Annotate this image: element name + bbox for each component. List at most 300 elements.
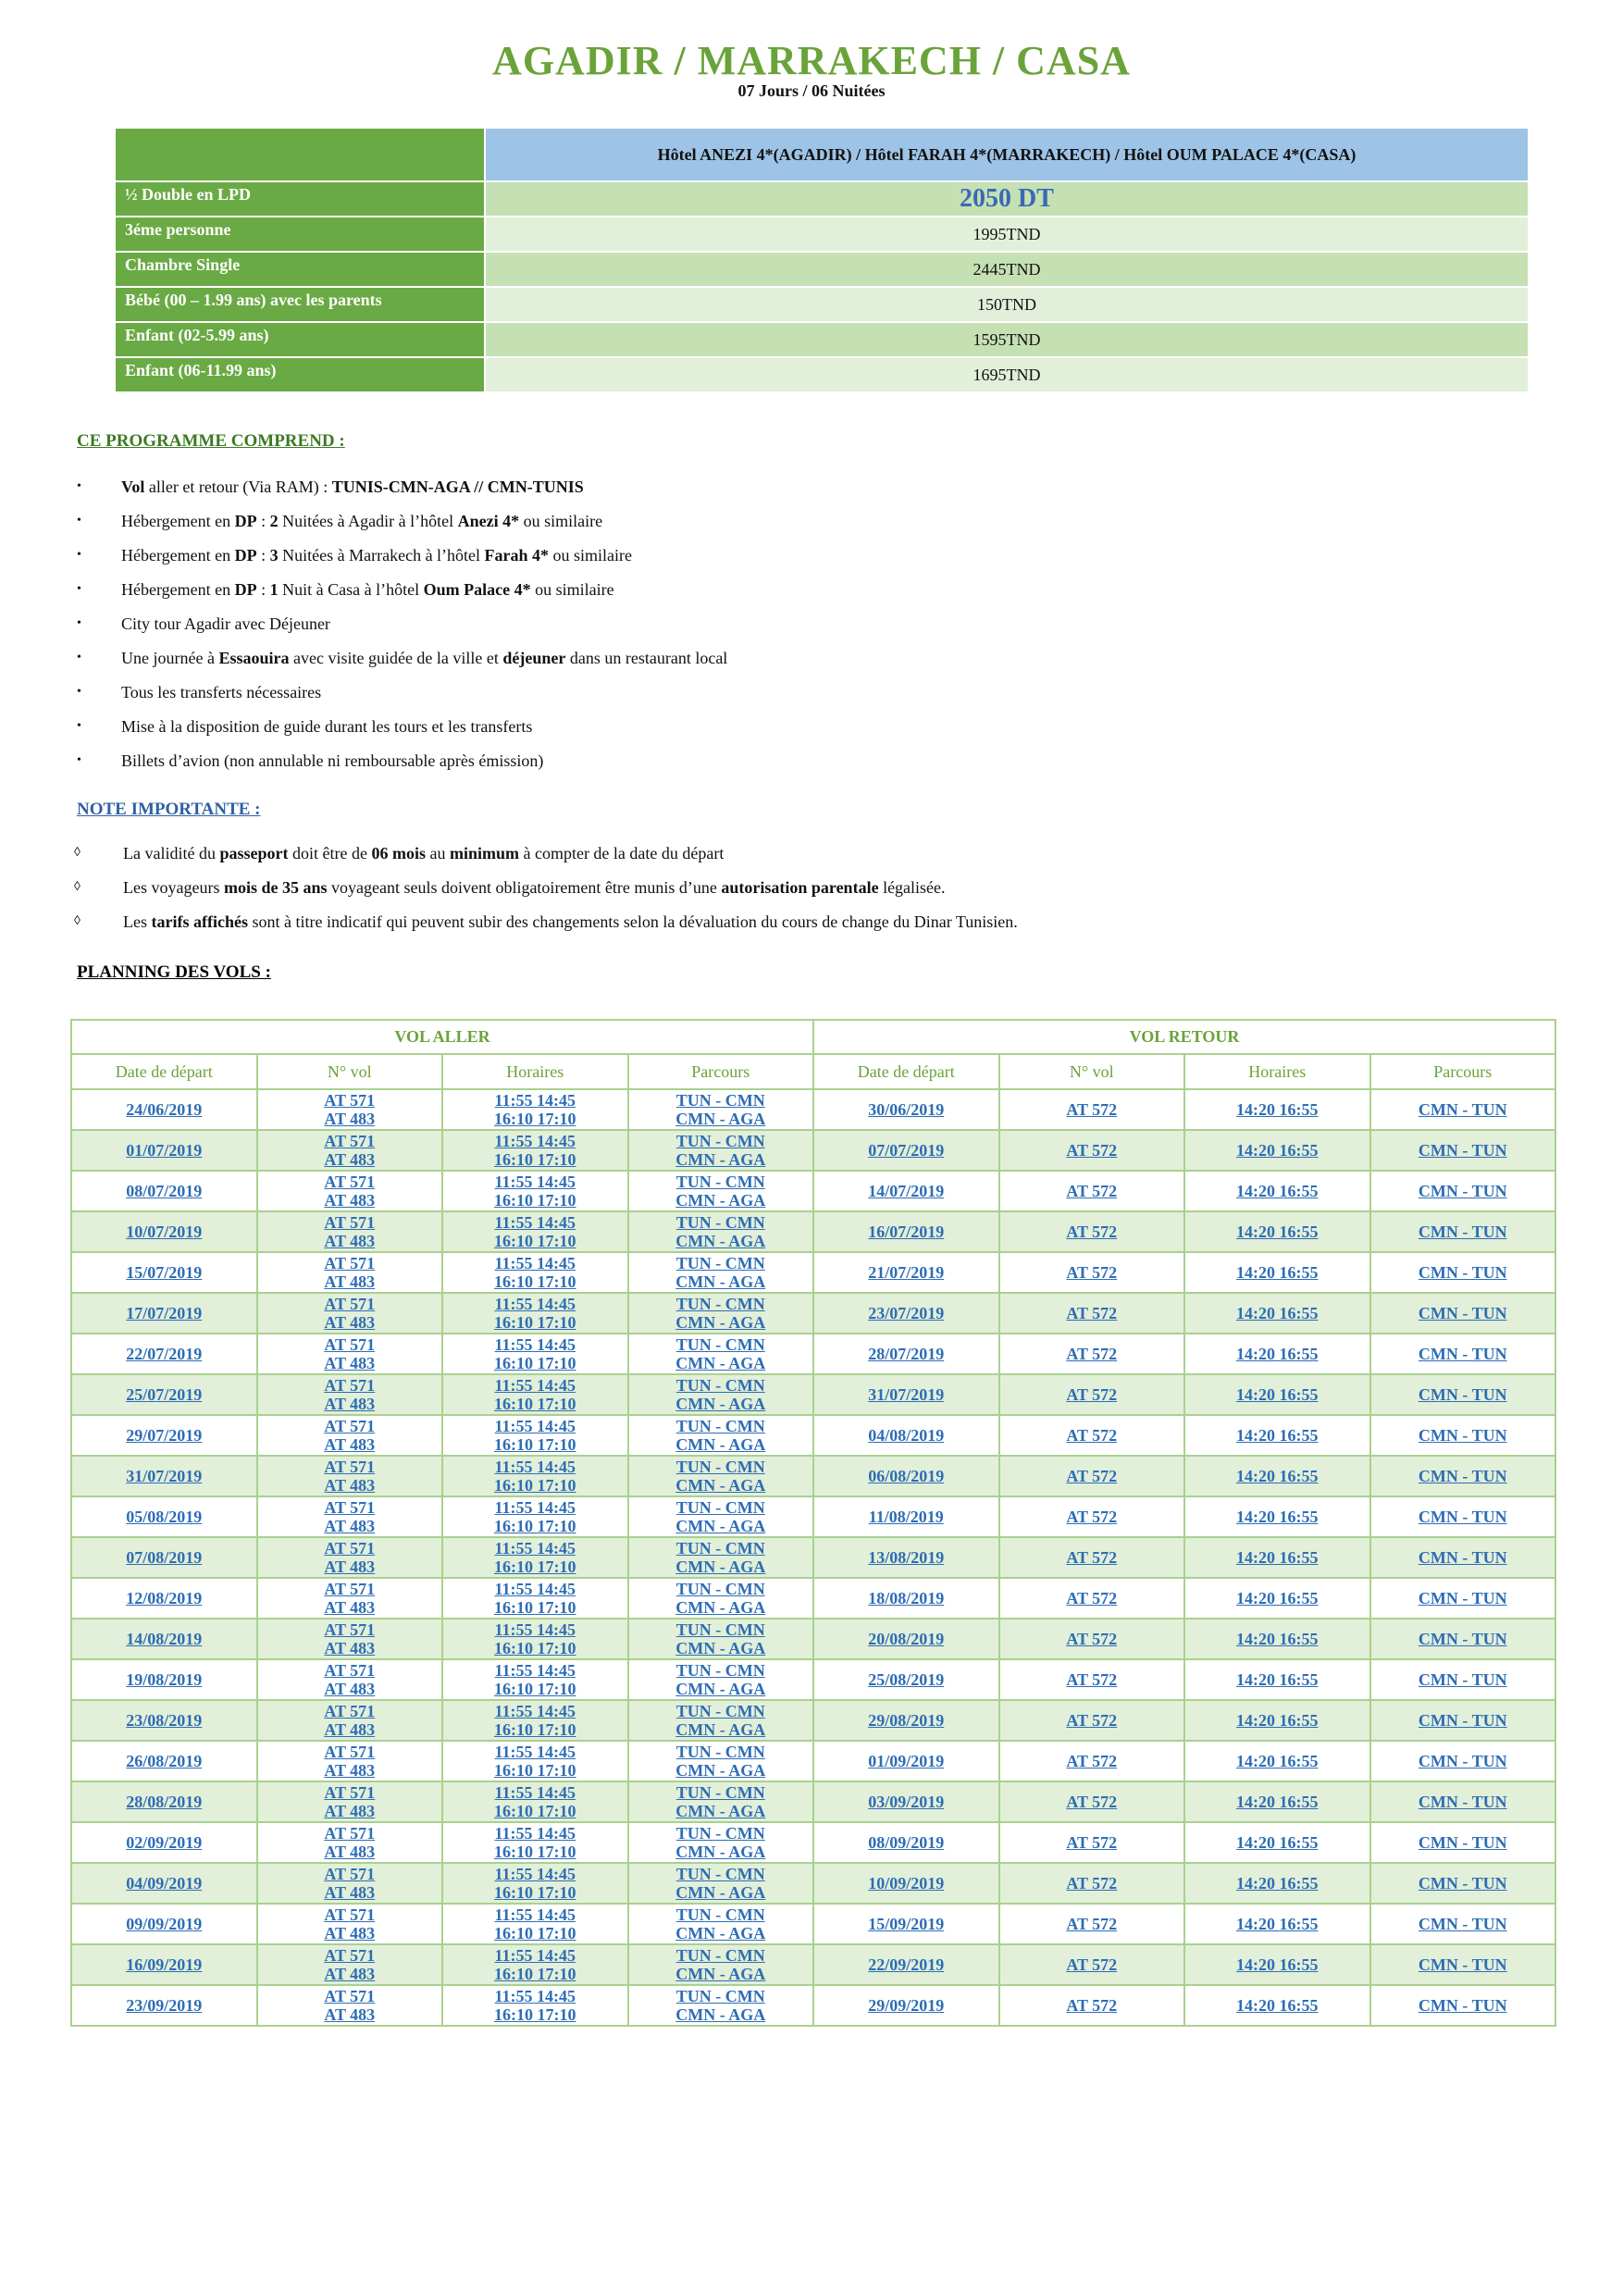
retour-flight-link[interactable]: AT 572 xyxy=(1066,1915,1118,1933)
retour-times-cell xyxy=(1184,1619,1370,1659)
retour-times-link[interactable]: 14:20 16:55 xyxy=(1236,1263,1319,1282)
retour-route-link[interactable]: CMN - TUN xyxy=(1418,1385,1507,1404)
retour-times-cell xyxy=(1184,1537,1370,1578)
aller-times-link[interactable]: 16:10 17:10 xyxy=(494,1965,576,1983)
aller-route-link[interactable]: CMN - AGA xyxy=(675,2005,766,2024)
aller-flight-link[interactable]: AT 483 xyxy=(324,1720,376,1739)
retour-route-cell xyxy=(1370,1171,1556,1211)
aller-route-link[interactable]: CMN - AGA xyxy=(675,1558,766,1576)
aller-route-link[interactable]: CMN - AGA xyxy=(675,1517,766,1535)
retour-times-link[interactable]: 14:20 16:55 xyxy=(1236,1345,1319,1363)
aller-times-link[interactable]: 11:55 14:45 xyxy=(494,1946,576,1965)
aller-route-link[interactable]: TUN - CMN xyxy=(675,1132,765,1150)
aller-date-link[interactable]: 23/08/2019 xyxy=(126,1711,203,1730)
aller-route-link[interactable]: TUN - CMN xyxy=(675,1376,765,1395)
aller-date-link[interactable]: 26/08/2019 xyxy=(126,1752,203,1770)
aller-flight-link[interactable]: AT 571 xyxy=(324,1539,376,1558)
retour-date-link[interactable]: 10/09/2019 xyxy=(868,1874,945,1893)
aller-times-link[interactable]: 16:10 17:10 xyxy=(494,1924,576,1942)
aller-route-link[interactable]: CMN - AGA xyxy=(675,1110,766,1128)
retour-times-link[interactable]: 14:20 16:55 xyxy=(1236,1630,1319,1648)
flight-row xyxy=(71,1374,1555,1415)
aller-date-link[interactable]: 10/07/2019 xyxy=(126,1222,203,1241)
aller-date-link[interactable]: 28/08/2019 xyxy=(126,1793,203,1811)
aller-flight-link[interactable]: AT 571 xyxy=(324,1458,376,1476)
aller-flight-link[interactable]: AT 571 xyxy=(324,1946,376,1965)
aller-route-link[interactable]: TUN - CMN xyxy=(675,1702,765,1720)
aller-times-link[interactable]: 11:55 14:45 xyxy=(494,1905,576,1924)
aller-route-link[interactable]: TUN - CMN xyxy=(675,1091,765,1110)
aller-flight-link[interactable]: AT 483 xyxy=(324,1272,376,1291)
aller-route-link[interactable]: CMN - AGA xyxy=(675,1395,766,1413)
aller-times-link[interactable]: 16:10 17:10 xyxy=(494,1150,576,1169)
retour-flight-link[interactable]: AT 572 xyxy=(1066,1630,1118,1648)
retour-route-link[interactable]: CMN - TUN xyxy=(1418,1426,1507,1445)
retour-route-cell xyxy=(1370,1863,1556,1904)
retour-route-link[interactable]: CMN - TUN xyxy=(1418,1263,1507,1282)
retour-flight-link[interactable]: AT 572 xyxy=(1066,1670,1118,1689)
aller-flight-link[interactable]: AT 483 xyxy=(324,1395,376,1413)
aller-date-link[interactable]: 07/08/2019 xyxy=(126,1548,203,1567)
aller-date-link[interactable]: 23/09/2019 xyxy=(126,1996,203,2015)
retour-date-link[interactable]: 08/09/2019 xyxy=(868,1833,945,1852)
retour-times-link[interactable]: 14:20 16:55 xyxy=(1236,1589,1319,1607)
aller-route-link[interactable]: TUN - CMN xyxy=(675,1905,765,1924)
aller-route-link[interactable]: TUN - CMN xyxy=(675,1620,765,1639)
retour-route-link[interactable]: CMN - TUN xyxy=(1418,1467,1507,1485)
aller-date-link[interactable]: 08/07/2019 xyxy=(126,1182,203,1200)
retour-flight-cell xyxy=(999,1171,1185,1211)
aller-route-link[interactable]: CMN - AGA xyxy=(675,1232,766,1250)
bullet-icon: • xyxy=(77,651,81,664)
bold-text: DP xyxy=(234,512,257,530)
aller-route-link[interactable]: TUN - CMN xyxy=(675,1539,765,1558)
retour-flight-cell xyxy=(999,1334,1185,1374)
retour-date-link[interactable]: 11/08/2019 xyxy=(868,1508,944,1526)
retour-flight-link[interactable]: AT 572 xyxy=(1066,1508,1118,1526)
aller-flight-link[interactable]: AT 483 xyxy=(324,1517,376,1535)
aller-times-link[interactable]: 16:10 17:10 xyxy=(494,1232,576,1250)
retour-route-link[interactable]: CMN - TUN xyxy=(1418,1141,1507,1160)
retour-route-link[interactable]: CMN - TUN xyxy=(1418,1711,1507,1730)
aller-times-link[interactable]: 16:10 17:10 xyxy=(494,1883,576,1902)
aller-flight-link[interactable]: AT 571 xyxy=(324,1254,376,1272)
retour-times-cell xyxy=(1184,1293,1370,1334)
bold-text: 3 xyxy=(269,546,279,565)
aller-route-link[interactable]: CMN - AGA xyxy=(675,1965,766,1983)
retour-date-cell xyxy=(813,1619,999,1659)
aller-flight-cell xyxy=(257,1252,443,1293)
aller-date-cell xyxy=(71,1374,257,1415)
retour-times-link[interactable]: 14:20 16:55 xyxy=(1236,1141,1319,1160)
retour-date-link[interactable]: 21/07/2019 xyxy=(868,1263,945,1282)
aller-times-link[interactable]: 11:55 14:45 xyxy=(494,1132,576,1150)
aller-times-link[interactable]: 11:55 14:45 xyxy=(494,1661,576,1680)
aller-times-link[interactable]: 11:55 14:45 xyxy=(494,1702,576,1720)
retour-date-link[interactable]: 31/07/2019 xyxy=(868,1385,945,1404)
retour-flight-link[interactable]: AT 572 xyxy=(1066,1182,1118,1200)
retour-times-link[interactable]: 14:20 16:55 xyxy=(1236,1874,1319,1893)
retour-times-link[interactable]: 14:20 16:55 xyxy=(1236,1385,1319,1404)
retour-date-link[interactable]: 06/08/2019 xyxy=(868,1467,945,1485)
aller-times-link[interactable]: 16:10 17:10 xyxy=(494,1598,576,1617)
retour-route-link[interactable]: CMN - TUN xyxy=(1418,1874,1507,1893)
aller-times-link[interactable]: 16:10 17:10 xyxy=(494,1395,576,1413)
aller-times-link[interactable]: 11:55 14:45 xyxy=(494,1580,576,1598)
aller-times-link[interactable]: 16:10 17:10 xyxy=(494,1558,576,1576)
aller-times-link[interactable]: 16:10 17:10 xyxy=(494,1110,576,1128)
aller-flight-link[interactable]: AT 483 xyxy=(324,1965,376,1983)
retour-route-link[interactable]: CMN - TUN xyxy=(1418,1182,1507,1200)
aller-route-link[interactable]: TUN - CMN xyxy=(675,1173,765,1191)
aller-flight-link[interactable]: AT 483 xyxy=(324,1924,376,1942)
retour-route-link[interactable]: CMN - TUN xyxy=(1418,1670,1507,1689)
retour-times-link[interactable]: 14:20 16:55 xyxy=(1236,1711,1319,1730)
aller-times-link[interactable]: 16:10 17:10 xyxy=(494,1843,576,1861)
aller-times-link[interactable]: 16:10 17:10 xyxy=(494,1354,576,1372)
retour-route-link[interactable]: CMN - TUN xyxy=(1418,1630,1507,1648)
aller-route-link[interactable]: CMN - AGA xyxy=(675,1802,766,1820)
retour-route-link[interactable]: CMN - TUN xyxy=(1418,1304,1507,1322)
retour-date-link[interactable]: 14/07/2019 xyxy=(868,1182,945,1200)
aller-route-link[interactable]: CMN - AGA xyxy=(675,1883,766,1902)
aller-times-link[interactable]: 16:10 17:10 xyxy=(494,1517,576,1535)
aller-route-link[interactable]: TUN - CMN xyxy=(675,1335,765,1354)
aller-route-link[interactable]: CMN - AGA xyxy=(675,1313,766,1332)
retour-flight-link[interactable]: AT 572 xyxy=(1066,1263,1118,1282)
retour-date-link[interactable]: 28/07/2019 xyxy=(868,1345,945,1363)
aller-flight-link[interactable]: AT 483 xyxy=(324,1761,376,1780)
retour-date-link[interactable]: 29/09/2019 xyxy=(868,1996,945,2015)
aller-flight-link[interactable]: AT 571 xyxy=(324,1376,376,1395)
aller-flight-link[interactable]: AT 571 xyxy=(324,1661,376,1680)
aller-flight-link[interactable]: AT 483 xyxy=(324,1802,376,1820)
retour-flight-link[interactable]: AT 572 xyxy=(1066,1752,1118,1770)
aller-date-link[interactable]: 09/09/2019 xyxy=(126,1915,203,1933)
retour-route-link[interactable]: CMN - TUN xyxy=(1418,1915,1507,1933)
retour-times-cell xyxy=(1184,1578,1370,1619)
retour-flight-link[interactable]: AT 572 xyxy=(1066,1996,1118,2015)
aller-route-link[interactable]: TUN - CMN xyxy=(675,1213,765,1232)
aller-date-link[interactable]: 25/07/2019 xyxy=(126,1385,203,1404)
aller-times-link[interactable]: 11:55 14:45 xyxy=(494,1458,576,1476)
aller-route-link[interactable]: CMN - AGA xyxy=(675,1680,766,1698)
aller-flight-link[interactable]: AT 571 xyxy=(324,1865,376,1883)
retour-times-link[interactable]: 14:20 16:55 xyxy=(1236,1100,1319,1119)
aller-route-link[interactable]: TUN - CMN xyxy=(675,1743,765,1761)
aller-flight-link[interactable]: AT 483 xyxy=(324,1313,376,1332)
aller-times-link[interactable]: 11:55 14:45 xyxy=(494,1295,576,1313)
retour-date-link[interactable]: 18/08/2019 xyxy=(868,1589,945,1607)
retour-route-link[interactable]: CMN - TUN xyxy=(1418,1752,1507,1770)
aller-date-link[interactable]: 16/09/2019 xyxy=(126,1955,203,1974)
retour-date-link[interactable]: 13/08/2019 xyxy=(868,1548,945,1567)
retour-date-link[interactable]: 23/07/2019 xyxy=(868,1304,945,1322)
aller-times-link[interactable]: 16:10 17:10 xyxy=(494,1802,576,1820)
aller-times-cell xyxy=(442,1863,628,1904)
retour-date-link[interactable]: 07/07/2019 xyxy=(868,1141,945,1160)
aller-times-link[interactable]: 11:55 14:45 xyxy=(494,1173,576,1191)
retour-flight-link[interactable]: AT 572 xyxy=(1066,1304,1118,1322)
aller-flight-link[interactable]: AT 483 xyxy=(324,1476,376,1495)
retour-times-link[interactable]: 14:20 16:55 xyxy=(1236,1304,1319,1322)
aller-date-link[interactable]: 02/09/2019 xyxy=(126,1833,203,1852)
aller-times-link[interactable]: 16:10 17:10 xyxy=(494,1720,576,1739)
aller-times-link[interactable]: 11:55 14:45 xyxy=(494,1335,576,1354)
aller-flight-link[interactable]: AT 571 xyxy=(324,1295,376,1313)
retour-flight-cell xyxy=(999,1578,1185,1619)
retour-times-link[interactable]: 14:20 16:55 xyxy=(1236,1426,1319,1445)
aller-times-link[interactable]: 11:55 14:45 xyxy=(494,1824,576,1843)
aller-route-link[interactable]: TUN - CMN xyxy=(675,1824,765,1843)
aller-route-link[interactable]: TUN - CMN xyxy=(675,1498,765,1517)
aller-times-link[interactable]: 11:55 14:45 xyxy=(494,1865,576,1883)
retour-times-link[interactable]: 14:20 16:55 xyxy=(1236,1222,1319,1241)
text: : xyxy=(256,580,270,599)
retour-date-link[interactable]: 16/07/2019 xyxy=(868,1222,945,1241)
aller-route-link[interactable]: TUN - CMN xyxy=(675,1254,765,1272)
retour-route-cell xyxy=(1370,1252,1556,1293)
aller-flight-link[interactable]: AT 483 xyxy=(324,2005,376,2024)
flight-row xyxy=(71,1334,1555,1374)
aller-times-link[interactable]: 16:10 17:10 xyxy=(494,1435,576,1454)
aller-times-link[interactable]: 16:10 17:10 xyxy=(494,1639,576,1657)
aller-flight-link[interactable]: AT 483 xyxy=(324,1639,376,1657)
aller-route-link[interactable]: CMN - AGA xyxy=(675,1720,766,1739)
retour-date-link[interactable]: 15/09/2019 xyxy=(868,1915,945,1933)
retour-flight-link[interactable]: AT 572 xyxy=(1066,1467,1118,1485)
retour-route-cell xyxy=(1370,1578,1556,1619)
aller-flight-link[interactable]: AT 483 xyxy=(324,1191,376,1210)
retour-times-link[interactable]: 14:20 16:55 xyxy=(1236,1996,1319,2015)
aller-times-cell xyxy=(442,1496,628,1537)
aller-flight-link[interactable]: AT 483 xyxy=(324,1883,376,1902)
retour-date-link[interactable]: 30/06/2019 xyxy=(868,1100,945,1119)
aller-times-link[interactable]: 11:55 14:45 xyxy=(494,1417,576,1435)
aller-flight-link[interactable]: AT 483 xyxy=(324,1232,376,1250)
retour-times-link[interactable]: 14:20 16:55 xyxy=(1236,1467,1319,1485)
retour-flight-link[interactable]: AT 572 xyxy=(1066,1711,1118,1730)
aller-flight-link[interactable]: AT 483 xyxy=(324,1150,376,1169)
aller-flight-link[interactable]: AT 571 xyxy=(324,1173,376,1191)
aller-flight-cell xyxy=(257,1741,443,1781)
aller-route-link[interactable]: CMN - AGA xyxy=(675,1435,766,1454)
aller-times-link[interactable]: 11:55 14:45 xyxy=(494,1783,576,1802)
retour-date-link[interactable]: 22/09/2019 xyxy=(868,1955,945,1974)
aller-flight-link[interactable]: AT 571 xyxy=(324,1783,376,1802)
aller-flight-link[interactable]: AT 571 xyxy=(324,1417,376,1435)
aller-times-link[interactable]: 11:55 14:45 xyxy=(494,1987,576,2005)
aller-times-link[interactable]: 11:55 14:45 xyxy=(494,1254,576,1272)
aller-date-link[interactable]: 29/07/2019 xyxy=(126,1426,203,1445)
retour-times-cell xyxy=(1184,1415,1370,1456)
aller-route-link[interactable]: CMN - AGA xyxy=(675,1639,766,1657)
aller-flight-link[interactable]: AT 483 xyxy=(324,1598,376,1617)
aller-route-link[interactable]: CMN - AGA xyxy=(675,1761,766,1780)
retour-flight-link[interactable]: AT 572 xyxy=(1066,1589,1118,1607)
retour-times-link[interactable]: 14:20 16:55 xyxy=(1236,1670,1319,1689)
aller-flight-link[interactable]: AT 483 xyxy=(324,1558,376,1576)
retour-route-link[interactable]: CMN - TUN xyxy=(1418,1548,1507,1567)
retour-date-link[interactable]: 20/08/2019 xyxy=(868,1630,945,1648)
aller-route-link[interactable]: TUN - CMN xyxy=(675,1946,765,1965)
aller-route-link[interactable]: TUN - CMN xyxy=(675,1458,765,1476)
aller-flight-link[interactable]: AT 483 xyxy=(324,1110,376,1128)
retour-route-link[interactable]: CMN - TUN xyxy=(1418,1508,1507,1526)
aller-route-link[interactable]: CMN - AGA xyxy=(675,1476,766,1495)
retour-flight-cell xyxy=(999,1904,1185,1944)
retour-flight-link[interactable]: AT 572 xyxy=(1066,1874,1118,1893)
retour-times-link[interactable]: 14:20 16:55 xyxy=(1236,1182,1319,1200)
retour-date-link[interactable]: 25/08/2019 xyxy=(868,1670,945,1689)
aller-route-link[interactable]: CMN - AGA xyxy=(675,1598,766,1617)
aller-route-link[interactable]: CMN - AGA xyxy=(675,1843,766,1861)
aller-date-cell xyxy=(71,1700,257,1741)
retour-route-link[interactable]: CMN - TUN xyxy=(1418,1793,1507,1811)
aller-flight-link[interactable]: AT 571 xyxy=(324,1824,376,1843)
aller-date-link[interactable]: 22/07/2019 xyxy=(126,1345,203,1363)
hotel-header: Hôtel ANEZI 4*(AGADIR) / Hôtel FARAH 4*(MARRAKECH) / Hôtel OUM PALACE 4*(CASA) xyxy=(485,128,1529,181)
aller-flight-link[interactable]: AT 483 xyxy=(324,1354,376,1372)
retour-flight-cell xyxy=(999,1089,1185,1130)
aller-times-link[interactable]: 16:10 17:10 xyxy=(494,1761,576,1780)
retour-flight-link[interactable]: AT 572 xyxy=(1066,1955,1118,1974)
aller-route-link[interactable]: TUN - CMN xyxy=(675,1417,765,1435)
retour-times-link[interactable]: 14:20 16:55 xyxy=(1236,1915,1319,1933)
retour-route-link[interactable]: CMN - TUN xyxy=(1418,1222,1507,1241)
aller-flight-link[interactable]: AT 483 xyxy=(324,1843,376,1861)
retour-date-link[interactable]: 03/09/2019 xyxy=(868,1793,945,1811)
aller-route-link[interactable]: CMN - AGA xyxy=(675,1354,766,1372)
aller-flight-link[interactable]: AT 571 xyxy=(324,1498,376,1517)
aller-times-link[interactable]: 11:55 14:45 xyxy=(494,1376,576,1395)
aller-flight-link[interactable]: AT 571 xyxy=(324,1132,376,1150)
program-item xyxy=(77,543,727,577)
text: sont à titre indicatif qui peuvent subir des changements selon la dévaluation du cours de change du Dinar Tunisien. xyxy=(247,912,1018,931)
aller-route-link[interactable]: CMN - AGA xyxy=(675,1191,766,1210)
retour-times-link[interactable]: 14:20 16:55 xyxy=(1236,1508,1319,1526)
aller-flight-link[interactable]: AT 571 xyxy=(324,1905,376,1924)
aller-times-link[interactable]: 16:10 17:10 xyxy=(494,1680,576,1698)
aller-times-link[interactable]: 11:55 14:45 xyxy=(494,1213,576,1232)
retour-route-link[interactable]: CMN - TUN xyxy=(1418,1955,1507,1974)
retour-date-link[interactable]: 01/09/2019 xyxy=(868,1752,945,1770)
retour-route-link[interactable]: CMN - TUN xyxy=(1418,1833,1507,1852)
aller-route-link[interactable]: TUN - CMN xyxy=(675,1865,765,1883)
retour-flight-link[interactable]: AT 572 xyxy=(1066,1222,1118,1241)
aller-date-link[interactable]: 14/08/2019 xyxy=(126,1630,203,1648)
retour-flight-cell xyxy=(999,1537,1185,1578)
aller-date-link[interactable]: 31/07/2019 xyxy=(126,1467,203,1485)
aller-times-link[interactable]: 16:10 17:10 xyxy=(494,1313,576,1332)
aller-times-cell xyxy=(442,1944,628,1985)
aller-date-link[interactable]: 24/06/2019 xyxy=(126,1100,203,1119)
aller-flight-link[interactable]: AT 571 xyxy=(324,1620,376,1639)
retour-times-link[interactable]: 14:20 16:55 xyxy=(1236,1793,1319,1811)
aller-route-link[interactable]: TUN - CMN xyxy=(675,1987,765,2005)
aller-route-link[interactable]: TUN - CMN xyxy=(675,1580,765,1598)
aller-flight-link[interactable]: AT 571 xyxy=(324,1987,376,2005)
retour-route-cell xyxy=(1370,1985,1556,2026)
retour-times-cell xyxy=(1184,1089,1370,1130)
aller-date-link[interactable]: 05/08/2019 xyxy=(126,1508,203,1526)
aller-times-link[interactable]: 11:55 14:45 xyxy=(494,1091,576,1110)
retour-route-link[interactable]: CMN - TUN xyxy=(1418,1996,1507,2015)
retour-flight-link[interactable]: AT 572 xyxy=(1066,1385,1118,1404)
retour-route-link[interactable]: CMN - TUN xyxy=(1418,1345,1507,1363)
retour-route-cell xyxy=(1370,1456,1556,1496)
aller-route-link[interactable]: TUN - CMN xyxy=(675,1661,765,1680)
retour-times-link[interactable]: 14:20 16:55 xyxy=(1236,1752,1319,1770)
aller-flight-link[interactable]: AT 571 xyxy=(324,1743,376,1761)
aller-times-link[interactable]: 11:55 14:45 xyxy=(494,1539,576,1558)
aller-flight-link[interactable]: AT 483 xyxy=(324,1435,376,1454)
aller-flight-link[interactable]: AT 571 xyxy=(324,1335,376,1354)
retour-times-cell xyxy=(1184,1496,1370,1537)
retour-flight-link[interactable]: AT 572 xyxy=(1066,1100,1118,1119)
retour-date-link[interactable]: 04/08/2019 xyxy=(868,1426,945,1445)
retour-flight-link[interactable]: AT 572 xyxy=(1066,1345,1118,1363)
aller-route-link[interactable]: CMN - AGA xyxy=(675,1924,766,1942)
aller-date-link[interactable]: 15/07/2019 xyxy=(126,1263,203,1282)
retour-times-link[interactable]: 14:20 16:55 xyxy=(1236,1955,1319,1974)
retour-times-link[interactable]: 14:20 16:55 xyxy=(1236,1833,1319,1852)
text: dans un restaurant local xyxy=(565,649,728,667)
flight-row xyxy=(71,1619,1555,1659)
retour-flight-cell xyxy=(999,1456,1185,1496)
retour-date-cell xyxy=(813,1822,999,1863)
retour-flight-link[interactable]: AT 572 xyxy=(1066,1141,1118,1160)
retour-date-cell xyxy=(813,1863,999,1904)
flight-row xyxy=(71,1700,1555,1741)
retour-flight-link[interactable]: AT 572 xyxy=(1066,1548,1118,1567)
aller-route-link[interactable]: TUN - CMN xyxy=(675,1783,765,1802)
aller-times-link[interactable]: 16:10 17:10 xyxy=(494,1476,576,1495)
aller-flight-link[interactable]: AT 571 xyxy=(324,1091,376,1110)
retour-route-link[interactable]: CMN - TUN xyxy=(1418,1100,1507,1119)
aller-times-link[interactable]: 11:55 14:45 xyxy=(494,1743,576,1761)
aller-date-link[interactable]: 17/07/2019 xyxy=(126,1304,203,1322)
aller-flight-link[interactable]: AT 571 xyxy=(324,1702,376,1720)
retour-flight-link[interactable]: AT 572 xyxy=(1066,1793,1118,1811)
retour-flight-link[interactable]: AT 572 xyxy=(1066,1426,1118,1445)
aller-flight-link[interactable]: AT 483 xyxy=(324,1680,376,1698)
aller-date-link[interactable]: 01/07/2019 xyxy=(126,1141,203,1160)
aller-flight-link[interactable]: AT 571 xyxy=(324,1580,376,1598)
aller-times-link[interactable]: 16:10 17:10 xyxy=(494,2005,576,2024)
aller-route-link[interactable]: CMN - AGA xyxy=(675,1272,766,1291)
aller-date-link[interactable]: 04/09/2019 xyxy=(126,1874,203,1893)
aller-times-cell xyxy=(442,1130,628,1171)
price-header-row xyxy=(115,128,1529,181)
aller-flight-link[interactable]: AT 571 xyxy=(324,1213,376,1232)
aller-times-link[interactable]: 11:55 14:45 xyxy=(494,1620,576,1639)
aller-times-link[interactable]: 16:10 17:10 xyxy=(494,1191,576,1210)
aller-route-link[interactable]: CMN - AGA xyxy=(675,1150,766,1169)
aller-times-link[interactable]: 11:55 14:45 xyxy=(494,1498,576,1517)
retour-route-cell xyxy=(1370,1700,1556,1741)
aller-times-link[interactable]: 16:10 17:10 xyxy=(494,1272,576,1291)
retour-date-link[interactable]: 29/08/2019 xyxy=(868,1711,945,1730)
retour-times-cell xyxy=(1184,1985,1370,2026)
aller-date-link[interactable]: 19/08/2019 xyxy=(126,1670,203,1689)
retour-flight-link[interactable]: AT 572 xyxy=(1066,1833,1118,1852)
aller-route-link[interactable]: TUN - CMN xyxy=(675,1295,765,1313)
aller-date-link[interactable]: 12/08/2019 xyxy=(126,1589,203,1607)
retour-times-link[interactable]: 14:20 16:55 xyxy=(1236,1548,1319,1567)
retour-route-link[interactable]: CMN - TUN xyxy=(1418,1589,1507,1607)
retour-times-cell xyxy=(1184,1334,1370,1374)
